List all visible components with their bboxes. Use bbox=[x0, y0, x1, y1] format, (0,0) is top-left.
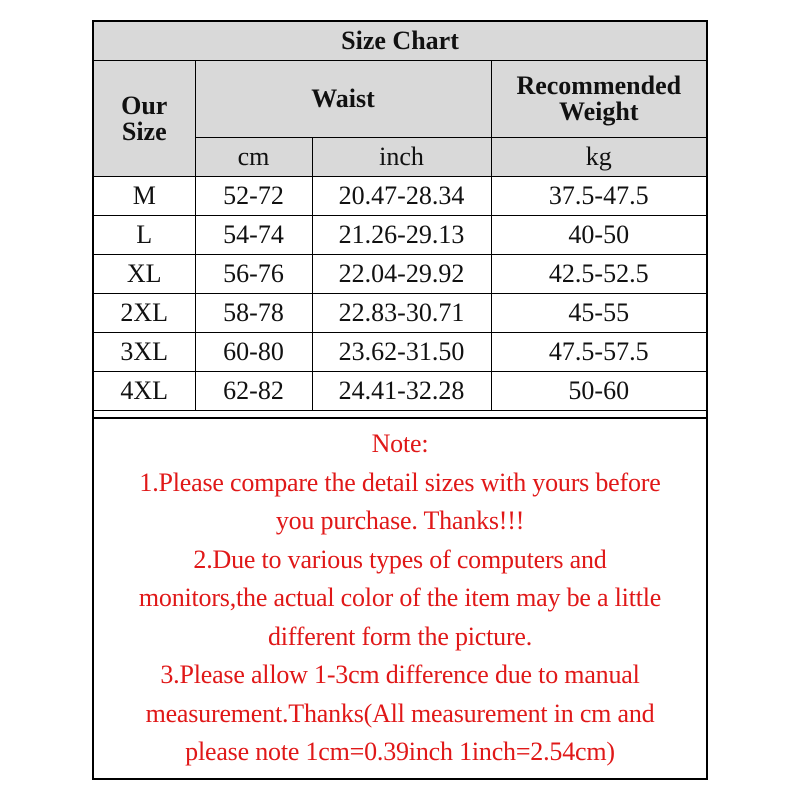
cell-size: 4XL bbox=[94, 372, 195, 411]
cell-size: 3XL bbox=[94, 333, 195, 372]
note-line: 3.Please allow 1-3cm difference due to manual bbox=[160, 660, 640, 689]
size-chart bbox=[92, 20, 708, 780]
size-table bbox=[94, 22, 706, 411]
unit-cm: cm bbox=[195, 138, 312, 177]
table-row bbox=[94, 177, 706, 216]
cell-inch: 22.83-30.71 bbox=[312, 294, 491, 333]
note-line: measurement.Thanks(All measurement in cm and bbox=[145, 698, 655, 728]
cell-inch: 20.47-28.34 bbox=[312, 177, 491, 216]
note-line: please note 1cm=0.39inch 1inch=2.54cm) bbox=[185, 737, 615, 766]
note-line: 1.Please compare the detail sizes with yours before bbox=[139, 467, 661, 497]
table-row bbox=[94, 333, 706, 372]
cell-kg: 47.5-57.5 bbox=[491, 333, 706, 372]
header-our-size bbox=[94, 61, 195, 177]
table-row bbox=[94, 255, 706, 294]
cell-inch: 21.26-29.13 bbox=[312, 216, 491, 255]
cell-inch: 24.41-32.28 bbox=[312, 372, 491, 411]
cell-cm: 62-82 bbox=[195, 372, 312, 411]
cell-size: L bbox=[94, 216, 195, 255]
cell-size: 2XL bbox=[94, 294, 195, 333]
cell-inch: 22.04-29.92 bbox=[312, 255, 491, 294]
notes-section bbox=[94, 417, 706, 772]
cell-kg: 45-55 bbox=[491, 294, 706, 333]
cell-kg: 40-50 bbox=[491, 216, 706, 255]
header-recommended-weight bbox=[491, 61, 706, 138]
table-title: Size Chart bbox=[94, 22, 706, 61]
note-line: different form the picture. bbox=[267, 621, 533, 651]
cell-kg: 42.5-52.5 bbox=[491, 255, 706, 294]
note-line: 2.Due to various types of computers and bbox=[193, 544, 607, 574]
note-line: monitors,the actual color of the item may be a little bbox=[138, 583, 662, 612]
cell-cm: 54-74 bbox=[195, 216, 312, 255]
header-our-size-line1: Our bbox=[121, 90, 168, 120]
table-row bbox=[94, 216, 706, 255]
cell-cm: 60-80 bbox=[195, 333, 312, 372]
cell-kg: 50-60 bbox=[491, 372, 706, 411]
cell-size: M bbox=[94, 177, 195, 216]
header-weight-line2: Weight bbox=[559, 97, 639, 126]
header-weight-line1: Recommended bbox=[516, 71, 682, 100]
unit-inch: inch bbox=[312, 138, 491, 177]
cell-cm: 58-78 bbox=[195, 294, 312, 333]
cell-kg: 37.5-47.5 bbox=[491, 177, 706, 216]
table-row bbox=[94, 372, 706, 411]
header-waist: Waist bbox=[195, 61, 491, 138]
cell-size: XL bbox=[94, 255, 195, 294]
note-heading: Note: bbox=[371, 429, 429, 458]
header-our-size-line2: Size bbox=[121, 116, 167, 146]
unit-kg: kg bbox=[491, 138, 706, 177]
cell-inch: 23.62-31.50 bbox=[312, 333, 491, 372]
note-line: you purchase. Thanks!!! bbox=[275, 506, 525, 535]
cell-cm: 56-76 bbox=[195, 255, 312, 294]
table-row bbox=[94, 294, 706, 333]
cell-cm: 52-72 bbox=[195, 177, 312, 216]
